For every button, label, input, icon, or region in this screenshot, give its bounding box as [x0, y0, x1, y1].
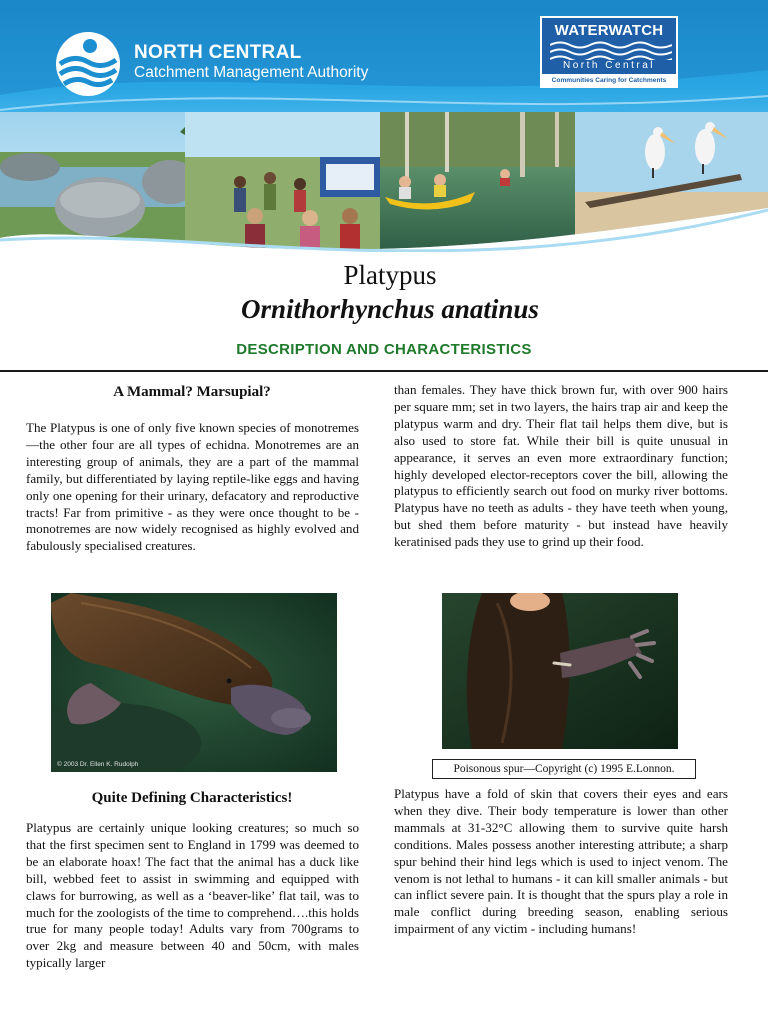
platypus-photo — [51, 593, 337, 772]
org-name: NORTH CENTRAL — [134, 42, 302, 63]
waterwatch-tagline: Communities Caring for Catchments — [542, 74, 676, 88]
scientific-name: Ornithorhynchus anatinus — [241, 294, 539, 324]
section-title: DESCRIPTION AND CHARACTERISTICS — [236, 341, 532, 358]
waterwatch-title: WATERWATCH — [554, 22, 664, 39]
platypus-image — [51, 593, 337, 772]
heading-characteristics: Quite Defining Characteristics! — [91, 790, 293, 806]
org-subtitle: Catchment Management Authority — [134, 64, 369, 81]
paragraph-characteristics: Platypus are certainly unique looking creatures; so much so that the first specimen sent to England in 1799 was deemed to be an elaborate hoax! The fact that the animal has a duck like bill, webbed feet to assist in swimming and equipped with claws for burrowing, as well as a ‘beaver-like’ flat tail, was to much for the zoologists of the time to comprehend….this holds true for many people today! Adults vary from 700grams to over 2kg and measure between 40 and 50cm, with males typically larger — [26, 820, 359, 971]
photo-credit: © 2003 Dr. Ellen K. Rudolph — [57, 761, 139, 768]
waterwatch-region: North Central — [563, 60, 655, 71]
spur-caption: Poisonous spur—Copyright (c) 1995 E.Lonnon. — [432, 759, 696, 779]
divider — [0, 370, 768, 372]
paragraph-fur-bill: than females. They have thick brown fur, with over 900 hairs per square mm; set in two layers, the hairs trap air and keep the platypus warm and dry. Their flat tail helps them dive, but is also used to store fat. While their bill is quite unusual in appearance, it serves an even more extraordinary function; highly developed elector-receptors cover the bill, allowing the platypus to efficiently search out food on murky river bottoms. Platypus have no teeth as adults - they have teeth when young, but shed them before maturity - but instead have heavily keratinised pads they use to grind up their food. — [394, 382, 728, 550]
page-title: Platypus — [343, 260, 437, 290]
heading-mammal: A Mammal? Marsupial? — [113, 384, 271, 400]
ncc-logo-icon — [54, 30, 122, 98]
paragraph-monotremes: The Platypus is one of only five known species of monotremes—the other four are all types of echidna. Monotremes are an interesting group of animals, they are a part of the mammal family, but differentiated by laying reptile-like eggs and having only one opening for their urinary, defacatory and reproductive tracts! Far from primitive - as they were once thought to be - monotremes are now widely recognised as highly evolved and fabulously specialised creatures. — [26, 420, 359, 554]
photo-collage — [0, 112, 768, 252]
waves-icon — [550, 40, 672, 60]
spur-image — [442, 593, 678, 749]
header-banner — [0, 0, 768, 252]
spur-photo — [442, 593, 678, 749]
paragraph-spur: Platypus have a fold of skin that covers their eyes and ears when they dive. Their body temperature is lower than other mammals at 31-32°C allowing them to survive quite harsh conditions. Males possess another interesting attribute; a sharp spur behind their hind legs which is used to inject venom. The venom is not lethal to humans - it can kill smaller animals - but can inflict severe pain. It is thought that the spurs play a role in male conflict during breeding season, enabling serious impairment of any victim - including humans! — [394, 786, 728, 937]
waterwatch-logo — [540, 16, 678, 88]
